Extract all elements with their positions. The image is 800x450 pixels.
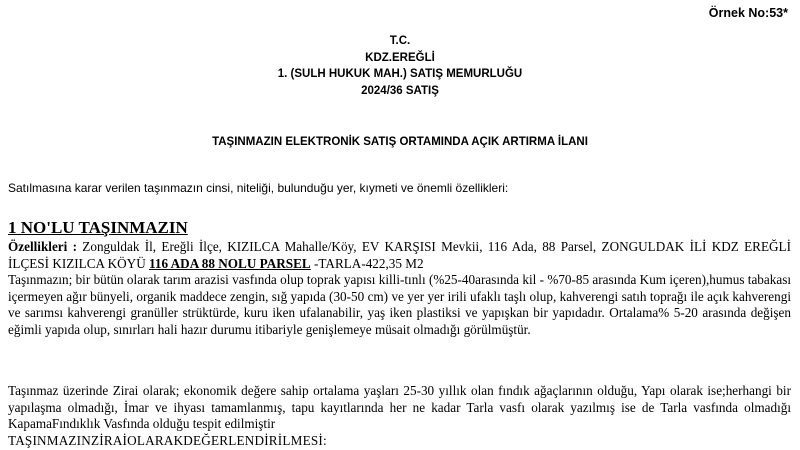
file-number: 2024/36 SATIŞ [361,84,439,97]
parcel-label: 116 ADA 88 NOLU PARSEL [149,255,311,271]
evaluation-heading: TAŞINMAZINZİRAİOLARAKDEĞERLENDİRİLMESİ: [8,432,327,448]
agricultural-section [8,383,791,449]
example-number: Örnek No:53* [708,6,788,20]
features-text: Zonguldak İl, Ereğli İlçe, KIZILCA Mahalle/Köy, EV KARŞISI Mevkii, 116 Ada, 88 Parsel, ZONGULDAK İLİ KDZ EREĞLİ İLÇESİ KIZILCA KÖYÜ [8,239,791,271]
intro-text: Satılmasına karar verilen taşınmazın cinsi, niteliği, bulunduğu yer, kıymeti ve önemli özellikleri: [8,181,509,195]
parcel-suffix: -TARLA-422,35 M2 [310,255,424,271]
property-description: Taşınmazın; bir bütün olarak tarım arazisi vasfında olup toprak yapısı killi-tınlı (%25-40arasında kil - %70-85 arasında Kum içeren),humus tabakası içermeyen ağır bünyeli, organik maddece zengin, sığ yapıda (30-50 cm) ve yer yer irili ufaklı taşlı olup, kahverengi satıh toprağı ile açık kahverengi ve sarımsı kahverengi granüller strüktürde, kuru iken ufalanabilir, yaş iken plastiksi ve yapışkan bir yapıdadır. Ortalama% 5-20 arasında değişen eğimli yapıda olup, sınırları hali hazır durumu itibariyle genişlemeye müsait olmadığı görülmüştür. [8,272,791,337]
office-label: 1. (SULH HUKUK MAH.) SATIŞ MEMURLUĞU [277,68,523,80]
features-label: Özellikleri : [8,239,78,254]
announcement-title: TAŞINMAZIN ELEKTRONİK SATIŞ ORTAMINDA AÇIK ARTIRMA İLANI [212,136,588,148]
document-header [0,33,800,99]
property-details [8,239,791,338]
city-label: KDZ.EREĞLİ [365,51,435,64]
agricultural-note: Taşınmaz üzerinde Zirai olarak; ekonomik değere sahip ortalama yaşları 25-30 yıllık olan fındık ağaçlarının olduğu, Yapı olarak ise;herhangi bir yapılaşma olmadığı, İmar ve ihyası tamamlanmış, tapu kayıtlarında her ne kadar Tarla vasfı olarak yazılmış ise de Tarla vasfında olmadığı KapamaFındıklık Vasfında olduğu tespit edilmiştir [8,383,791,431]
country-label: T.C. [389,35,411,47]
property-heading: 1 NO'LU TAŞINMAZIN [8,218,188,237]
